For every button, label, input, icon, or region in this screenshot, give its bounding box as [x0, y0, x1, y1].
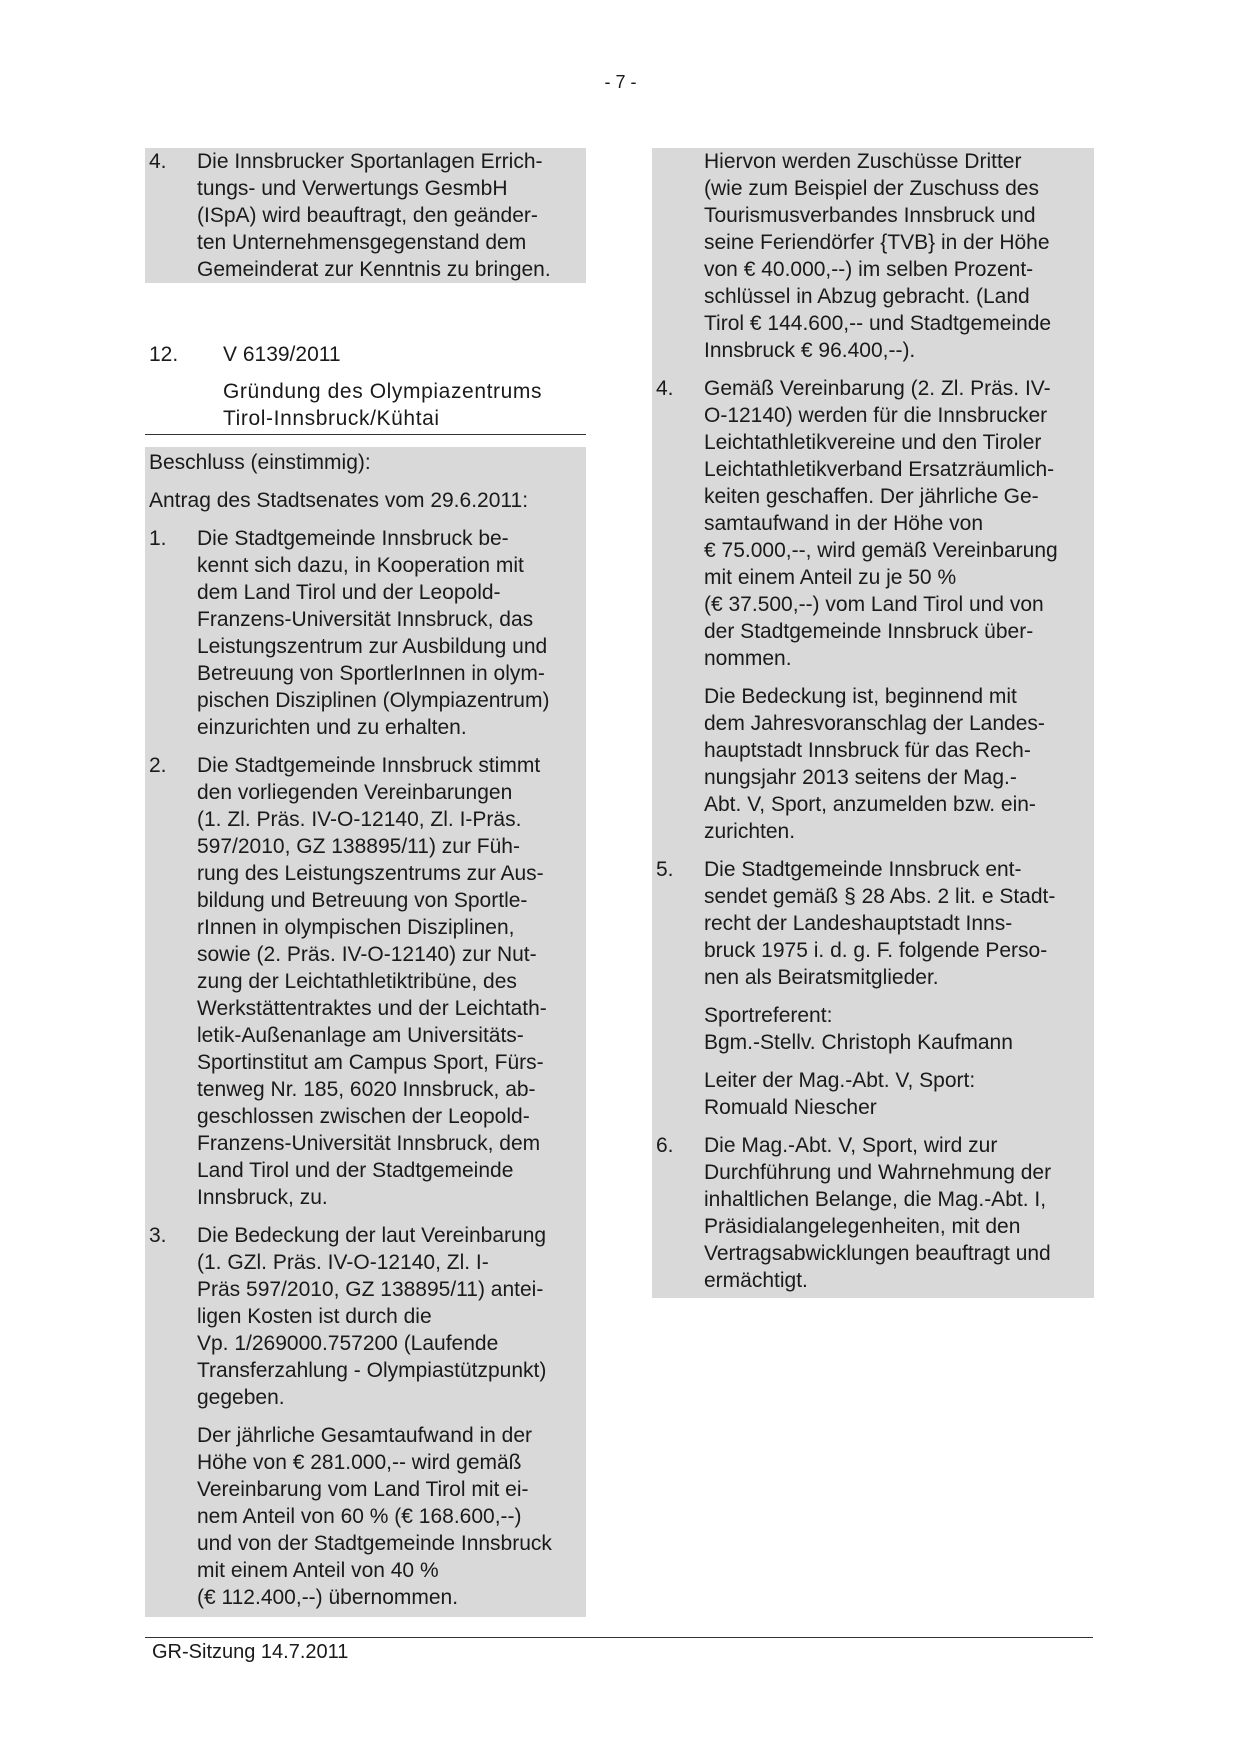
- item-number: 5.: [656, 858, 674, 881]
- item-text: Die Innsbrucker Sportanlagen Errich- tungs- und Verwertungs GesmbH (ISpA) wird beauftragt, den geänder- ten Unternehmensgegenstand dem Gemeinderat zur Kenntnis zu bringen.: [197, 150, 551, 281]
- item-3-continuation: Hiervon werden Zuschüsse Dritter (wie zum Beispiel der Zuschuss des Tourismusverbandes Innsbruck und seine Feriendörfer {TVB} in der Höhe von € 40.000,--) im selben Prozent- schlüssel in Abzug gebracht. (Land Tirol € 144.600,-- und Stadtgemeinde Innsbruck € 96.400,--).: [704, 150, 1052, 362]
- footer-divider: [145, 1637, 1093, 1638]
- item-text: Die Mag.-Abt. V, Sport, wird zur Durchführung und Wahrnehmung der inhaltlichen Belange, die Mag.-Abt. I, Präsidialangelegenheiten, mit den Vertragsabwicklungen beauftragt und ermächtigt.: [704, 1134, 1052, 1292]
- item-number: 6.: [656, 1134, 674, 1157]
- item-number: 2.: [149, 754, 167, 777]
- agenda-number: 12.: [149, 343, 179, 366]
- page-number: - 7 -: [604, 72, 637, 92]
- item-number: 3.: [149, 1224, 167, 1247]
- item-4-subparagraph: Die Bedeckung ist, beginnend mit dem Jahresvoranschlag der Landes- hauptstadt Innsbruck für das Rech- nungsjahr 2013 seitens der Mag.- Abt. V, Sport, anzumelden bzw. ein- zurichten.: [704, 685, 1045, 843]
- left-column: [145, 148, 586, 1617]
- resolution-block: [145, 447, 586, 1617]
- item-5-department-head: Leiter der Mag.-Abt. V, Sport: Romuald Niescher: [704, 1069, 976, 1119]
- item-number: 4.: [149, 150, 167, 173]
- resolution-item-6: [652, 1132, 1094, 1294]
- resolution-item-1: [145, 525, 586, 741]
- item-text: Die Stadtgemeinde Innsbruck be- kennt sich dazu, in Kooperation mit dem Land Tirol und der Leopold- Franzens-Universität Innsbruck, das Leistungszentrum zur Ausbildung und Betreuung von SportlerInnen in olym- pischen Disziplinen (Olympiazentrum) einzurichten und zu erhalten.: [197, 527, 550, 739]
- right-column: [652, 148, 1094, 1298]
- item-text: Die Stadtgemeinde Innsbruck stimmt den vorliegenden Vereinbarungen (1. Zl. Präs. IV-O-12140, Zl. I-Präs. 597/2010, GZ 138895/11) zur Füh- rung des Leistungszentrums zur Aus- bildung und Betreuung von Sportle- rInnen in olympischen Disziplinen, sowie (2. Präs. IV-O-12140) zur Nut- zung der Leichtathletiktribüne, des Werkstättentraktes und der Leichtath- letik-Außenanlage am Universitäts- Sportinstitut am Campus Sport, Fürs- tenweg Nr. 185, 6020 Innsbruck, ab- geschlossen zwischen der Leopold- Franzens-Universität Innsbruck, dem Land Tirol und der Stadtgemeinde Innsbruck, zu.: [197, 754, 547, 1209]
- footer-text: GR-Sitzung 14.7.2011: [152, 1641, 349, 1663]
- resolution-item-4: [145, 148, 586, 283]
- item-number: 4.: [656, 377, 674, 400]
- item-number: 1.: [149, 527, 167, 550]
- resolution-item-3: [145, 1222, 586, 1411]
- resolution-item-4-right: [652, 375, 1094, 672]
- resolution-label: Beschluss (einstimmig):: [149, 451, 371, 474]
- agenda-reference: V 6139/2011: [223, 343, 341, 366]
- item-3-subparagraph: Der jährliche Gesamtaufwand in der Höhe von € 281.000,-- wird gemäß Vereinbarung vom Land Tirol mit ei- nem Anteil von 60 % (€ 168.600,--) und von der Stadtgemeinde Innsbruck mit einem Anteil von 40 % (€ 112.400,--) übernommen.: [197, 1424, 552, 1609]
- motion-label: Antrag des Stadtsenates vom 29.6.2011:: [149, 489, 529, 512]
- agenda-item-header: [145, 341, 586, 368]
- item-text: Die Bedeckung der laut Vereinbarung (1. GZl. Präs. IV-O-12140, Zl. I- Präs 597/2010, GZ 138895/11) antei- ligen Kosten ist durch die Vp. 1/269000.757200 (Laufende Transferzahlung - Olympiastützpunkt) gegeben.: [197, 1224, 547, 1409]
- resolution-item-5: [652, 856, 1094, 991]
- agenda-title: Gründung des Olympiazentrums Tirol-Innsbruck/Kühtai: [145, 378, 586, 435]
- resolution-item-2: [145, 752, 586, 1211]
- item-text: Gemäß Vereinbarung (2. Zl. Präs. IV- O-12140) werden für die Innsbrucker Leichtathletikvereine und den Tiroler Leichtathletikverband Ersatzräumlich- keiten geschaffen. Der jährliche Ge- samtaufwand in der Höhe von € 75.000,--, wird gemäß Vereinbarung mit einem Anteil zu je 50 % (€ 37.500,--) vom Land Tirol und von der Stadtgemeinde Innsbruck über- nommen.: [704, 377, 1058, 670]
- item-text: Die Stadtgemeinde Innsbruck ent- sendet gemäß § 28 Abs. 2 lit. e Stadt- recht der Landeshauptstadt Inns- bruck 1975 i. d. g. F. folgende Perso- nen als Beiratsmitglieder.: [704, 858, 1056, 989]
- item-5-sports-officer: Sportreferent: Bgm.-Stellv. Christoph Kaufmann: [704, 1004, 1013, 1054]
